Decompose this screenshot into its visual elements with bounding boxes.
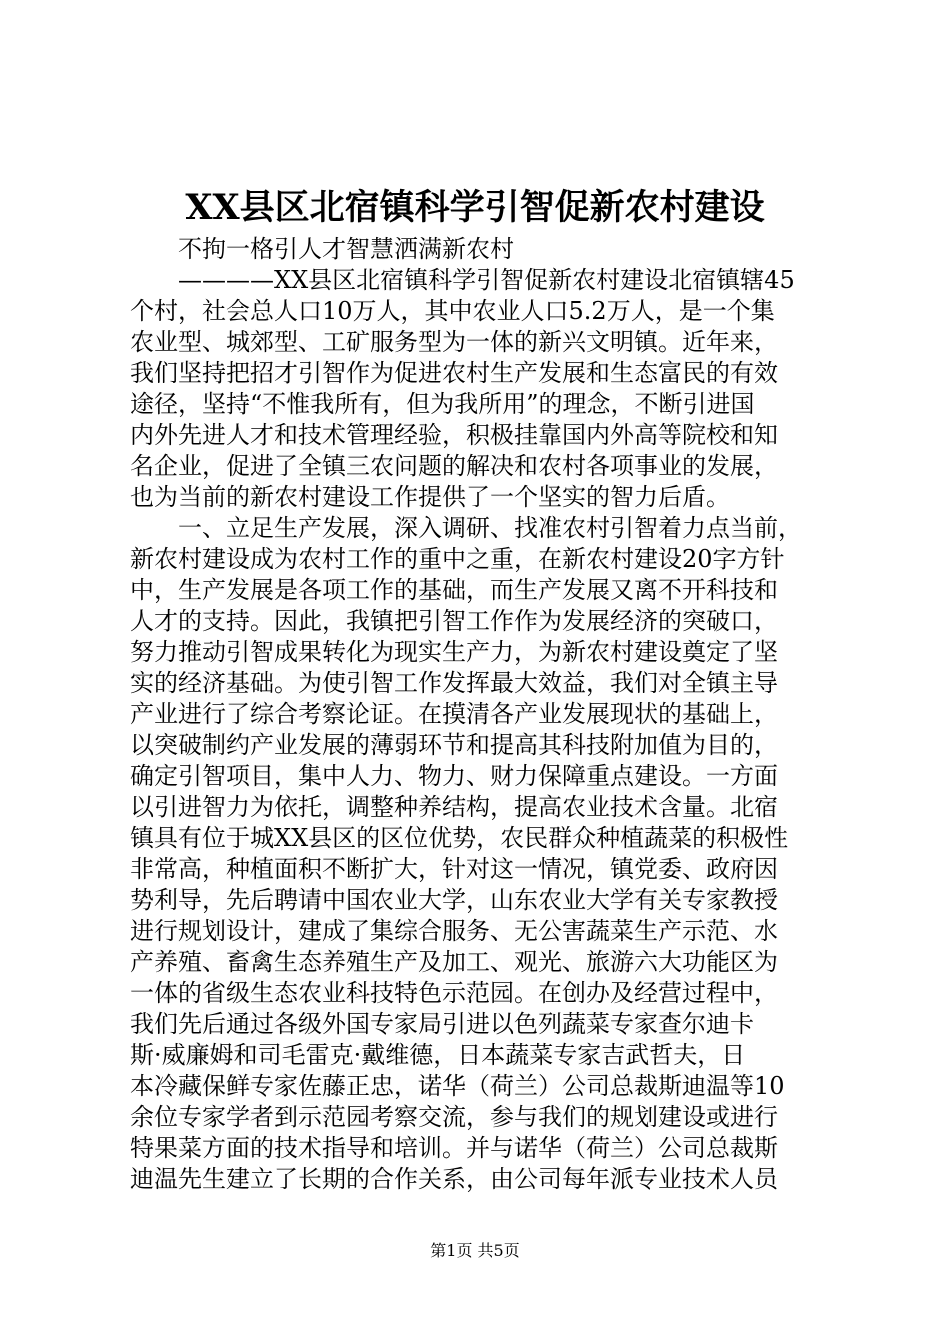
text-line: 途径，坚持“不惟我所有，但为我所用”的理念，不断引进国 [130,390,755,418]
text-line: 人才的支持。因此，我镇把引智工作作为发展经济的突破口， [130,607,778,635]
text-line: 势利导，先后聘请中国农业大学，山东农业大学有关专家教授 [130,886,778,914]
text-line: 确定引智项目，集中人力、物力、财力保障重点建设。一方面 [130,762,778,790]
text-line: 产业进行了综合考察论证。在摸清各产业发展现状的基础上， [130,700,778,728]
text-line: 进行规划设计，建成了集综合服务、无公害蔬菜生产示范、水 [130,917,778,945]
text-line: 产养殖、畜禽生态养殖生产及加工、观光、旅游六大功能区为 [130,948,778,976]
text-line: 也为当前的新农村建设工作提供了一个坚实的智力后盾。 [130,483,730,511]
text-line: 努力推动引智成果转化为现实生产力，为新农村建设奠定了坚 [130,638,778,666]
text-line: 不拘一格引人才智慧洒满新农村 [130,235,514,263]
text-line: 我们坚持把招才引智作为促进农村生产发展和生态富民的有效 [130,359,778,387]
text-line: 本冷藏保鲜专家佐藤正忠，诺华（荷兰）公司总裁斯迪温等10 [130,1072,785,1100]
text-line: 名企业，促进了全镇三农问题的解决和农村各项事业的发展， [130,452,778,480]
text-line: 斯·威廉姆和司毛雷克·戴维德，日本蔬菜专家吉武哲夫，日 [130,1041,746,1069]
text-line: 以突破制约产业发展的薄弱环节和提高其科技附加值为目的， [130,731,778,759]
text-line: 镇具有位于城XX县区的区位优势，农民群众种植蔬菜的积极性 [130,824,789,852]
text-line: 余位专家学者到示范园考察交流，参与我们的规划建设或进行 [130,1103,778,1131]
document-body [130,234,830,1195]
page-footer: 第1页 共5页 [430,1241,520,1260]
text-line: 迪温先生建立了长期的合作关系，由公司每年派专业技术人员 [130,1165,778,1193]
text-line: 农业型、城郊型、工矿服务型为一体的新兴文明镇。近年来， [130,328,778,356]
text-line: 内外先进人才和技术管理经验，积极挂靠国内外高等院校和知 [130,421,778,449]
text-line: 中，生产发展是各项工作的基础，而生产发展又离不开科技和 [130,576,778,604]
document-title: XX县区北宿镇科学引智促新农村建设 [185,187,765,228]
text-line: 新农村建设成为农村工作的重中之重，在新农村建设20字方针 [130,545,785,573]
text-line: 一体的省级生态农业科技特色示范园。在创办及经营过程中， [130,979,778,1007]
text-line: 特果菜方面的技术指导和培训。并与诺华（荷兰）公司总裁斯 [130,1134,778,1162]
text-line: 个村，社会总人口10万人，其中农业人口5.2万人，是一个集 [130,297,775,325]
text-line: 非常高，种植面积不断扩大，针对这一情况，镇党委、政府因 [130,855,778,883]
text-line: 我们先后通过各级外国专家局引进以色列蔬菜专家查尔迪卡 [130,1010,754,1038]
text-line: 以引进智力为依托，调整种养结构，提高农业技术含量。北宿 [130,793,778,821]
text-line: 实的经济基础。为使引智工作发挥最大效益，我们对全镇主导 [130,669,778,697]
text-line: ————XX县区北宿镇科学引智促新农村建设北宿镇辖45 [130,266,795,294]
text-line: 一、立足生产发展，深入调研、找准农村引智着力点当前， [130,514,802,542]
